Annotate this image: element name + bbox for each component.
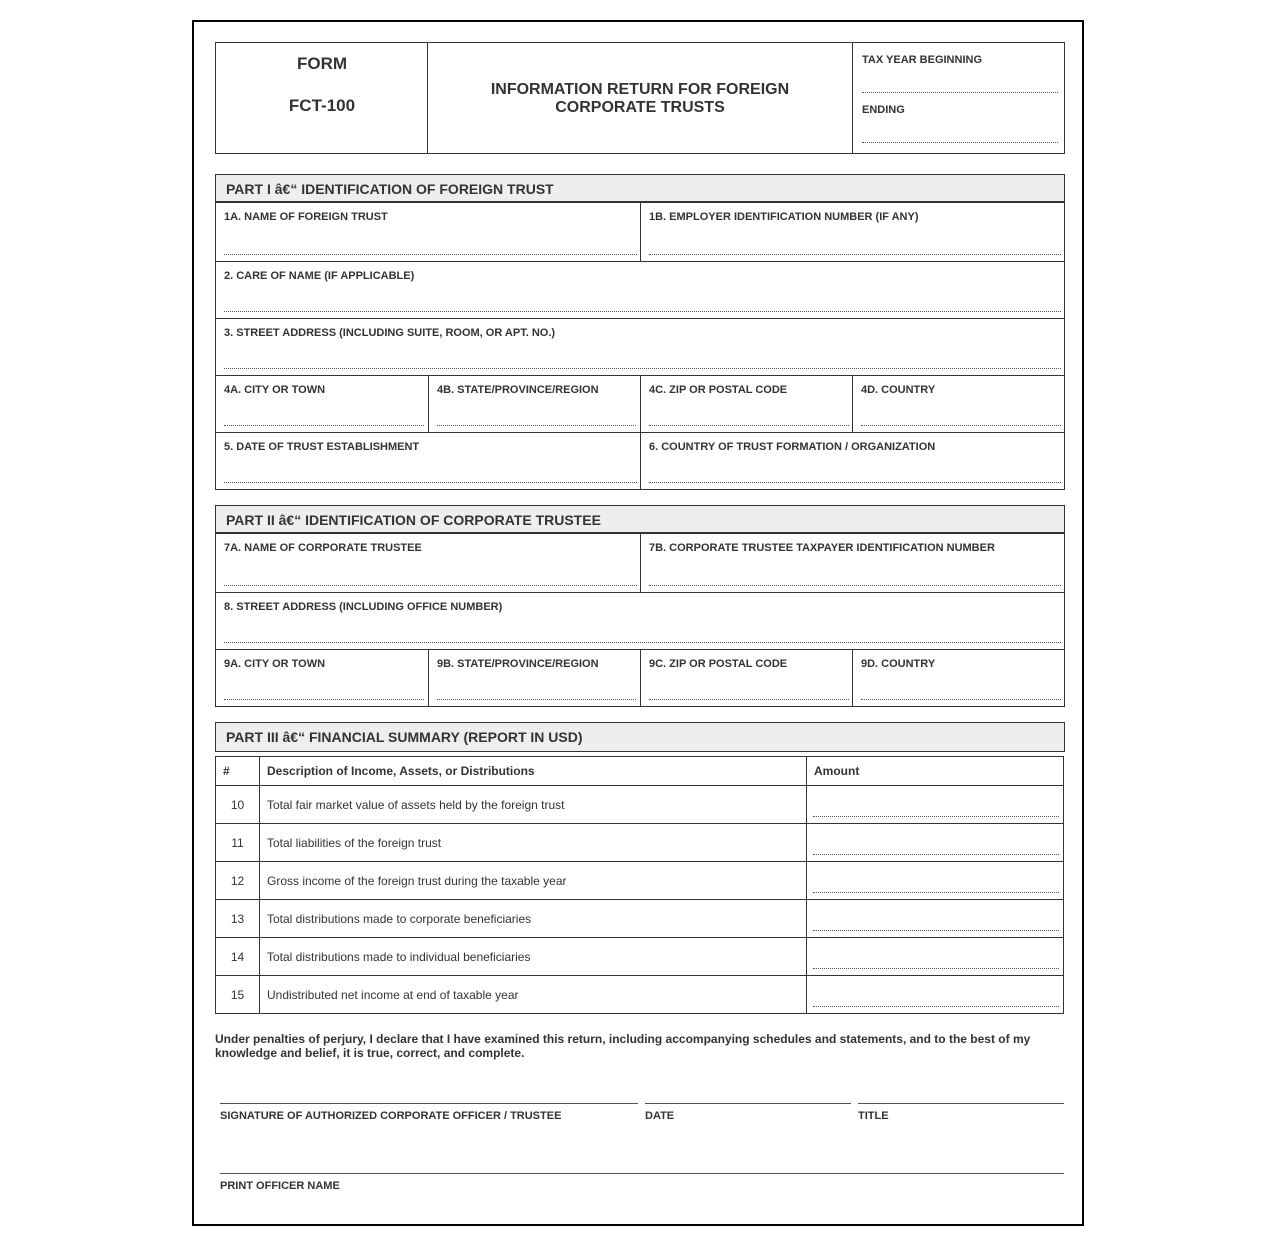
perjury-declaration: Under penalties of perjury, I declare that I have examined this return, including accompanying schedules and statements, and to the best of my knowledge and belief, it is true, correct, and complete. [215, 1032, 1031, 1060]
field-4c[interactable] [640, 375, 853, 432]
part-3-title: PART III â€“ FINANCIAL SUMMARY (REPORT IN USD) [215, 722, 1065, 752]
part-2-title: PART II â€“ IDENTIFICATION OF CORPORATE TRUSTEE [216, 506, 1064, 534]
field-6[interactable] [640, 432, 1065, 489]
field-9c[interactable] [640, 649, 853, 706]
field-1b-label: 1B. EMPLOYER IDENTIFICATION NUMBER (IF ANY) [649, 211, 919, 223]
row-description: Undistributed net income at end of taxable year [260, 976, 807, 1014]
field-9b[interactable] [428, 649, 640, 706]
field-5[interactable] [216, 432, 641, 489]
row-description: Total distributions made to individual beneficiaries [260, 938, 807, 976]
table-row [216, 938, 1064, 976]
field-9d-input[interactable] [861, 699, 1061, 700]
field-5-label: 5. DATE OF TRUST ESTABLISHMENT [224, 441, 420, 453]
tax-year-beginning-label: TAX YEAR BEGINNING [862, 54, 982, 66]
field-9a[interactable] [216, 649, 428, 706]
table-row [216, 786, 1064, 824]
field-9c-input[interactable] [649, 699, 849, 700]
field-9d[interactable] [852, 649, 1065, 706]
row-description: Total fair market value of assets held by the foreign trust [260, 786, 807, 824]
amount-input[interactable] [813, 854, 1059, 855]
amount-cell[interactable] [807, 786, 1064, 824]
field-1b[interactable] [640, 203, 1065, 261]
field-4c-label: 4C. ZIP OR POSTAL CODE [649, 384, 788, 396]
field-4d[interactable] [852, 375, 1065, 432]
field-4b-input[interactable] [437, 425, 636, 426]
form-title-line2: CORPORATE TRUSTS [555, 99, 725, 116]
field-1a-input[interactable] [224, 254, 637, 255]
field-1a-label: 1A. NAME OF FOREIGN TRUST [224, 211, 388, 223]
part-1-title: PART I â€“ IDENTIFICATION OF FOREIGN TRUST [216, 175, 1064, 203]
field-1a[interactable] [216, 203, 641, 261]
amount-input[interactable] [813, 968, 1059, 969]
part-2-section [215, 505, 1065, 707]
field-2-input[interactable] [224, 311, 1061, 312]
row-description: Total liabilities of the foreign trust [260, 824, 807, 862]
field-7a-label: 7A. NAME OF CORPORATE TRUSTEE [224, 542, 422, 554]
title-label: TITLE [858, 1110, 889, 1122]
field-9a-input[interactable] [224, 699, 424, 700]
field-4a-input[interactable] [224, 425, 424, 426]
row-description: Gross income of the foreign trust during the taxable year [260, 862, 807, 900]
amount-input[interactable] [813, 816, 1059, 817]
field-4d-input[interactable] [861, 425, 1061, 426]
amount-cell[interactable] [807, 900, 1064, 938]
field-8-input[interactable] [224, 642, 1061, 643]
field-9c-label: 9C. ZIP OR POSTAL CODE [649, 658, 788, 670]
form-title [428, 81, 852, 117]
field-7a-input[interactable] [224, 585, 637, 586]
amount-cell[interactable] [807, 938, 1064, 976]
part-1-section [215, 174, 1065, 490]
amount-input[interactable] [813, 930, 1059, 931]
field-3-label: 3. STREET ADDRESS (INCLUDING SUITE, ROOM, OR APT. NO.) [224, 327, 556, 339]
field-4c-input[interactable] [649, 425, 849, 426]
field-7b[interactable] [640, 534, 1065, 592]
field-1b-input[interactable] [649, 254, 1061, 255]
tax-year-ending-field[interactable] [862, 142, 1058, 143]
tax-year-ending-label: ENDING [862, 104, 905, 116]
field-4b[interactable] [428, 375, 640, 432]
row-description: Total distributions made to corporate beneficiaries [260, 900, 807, 938]
field-6-label: 6. COUNTRY OF TRUST FORMATION / ORGANIZATION [649, 441, 936, 453]
date-label: DATE [645, 1110, 675, 1122]
field-3[interactable] [216, 318, 1065, 375]
part-3-section [215, 722, 1065, 1004]
form-page [192, 20, 1084, 1226]
row-number: 15 [216, 976, 260, 1014]
financial-summary-table [215, 756, 1064, 1014]
form-number-box [215, 42, 428, 154]
field-7a[interactable] [216, 534, 641, 592]
table-row [216, 976, 1064, 1014]
amount-input[interactable] [813, 1006, 1059, 1007]
signature-label: SIGNATURE OF AUTHORIZED CORPORATE OFFICER / TRUSTEE [220, 1110, 562, 1122]
field-6-input[interactable] [649, 482, 1061, 483]
form-title-box [427, 42, 853, 154]
print-name-label: PRINT OFFICER NAME [220, 1180, 340, 1192]
table-row [216, 862, 1064, 900]
field-2-label: 2. CARE OF NAME (IF APPLICABLE) [224, 270, 415, 282]
field-4b-label: 4B. STATE/PROVINCE/REGION [437, 384, 599, 396]
field-9d-label: 9D. COUNTRY [861, 658, 936, 670]
field-8[interactable] [216, 592, 1065, 649]
table-row [216, 900, 1064, 938]
form-word: FORM [296, 54, 348, 73]
field-4d-label: 4D. COUNTRY [861, 384, 936, 396]
row-number: 11 [216, 824, 260, 862]
amount-cell[interactable] [807, 976, 1064, 1014]
form-number: FCT-100 [288, 96, 356, 115]
row-number: 13 [216, 900, 260, 938]
table-header-row [216, 757, 1064, 786]
field-5-input[interactable] [224, 482, 637, 483]
field-7b-label: 7B. CORPORATE TRUSTEE TAXPAYER IDENTIFICATION NUMBER [649, 542, 995, 554]
field-7b-input[interactable] [649, 585, 1061, 586]
field-3-input[interactable] [224, 368, 1061, 369]
row-number: 12 [216, 862, 260, 900]
tax-year-beginning-field[interactable] [862, 92, 1058, 93]
amount-cell[interactable] [807, 862, 1064, 900]
col-header-description: Description of Income, Assets, or Distributions [260, 757, 807, 786]
tax-year-box [852, 42, 1065, 154]
title-field[interactable] [858, 1103, 1064, 1104]
field-9a-label: 9A. CITY OR TOWN [224, 658, 326, 670]
field-9b-input[interactable] [437, 699, 636, 700]
table-row [216, 824, 1064, 862]
print-name-field[interactable] [220, 1173, 1064, 1174]
signature-field[interactable] [220, 1103, 638, 1104]
form-title-line1: INFORMATION RETURN FOR FOREIGN [490, 81, 790, 98]
date-field[interactable] [645, 1103, 851, 1104]
field-4a[interactable] [216, 375, 428, 432]
col-header-number: # [216, 757, 260, 786]
amount-cell[interactable] [807, 824, 1064, 862]
field-2[interactable] [216, 261, 1065, 318]
row-number: 10 [216, 786, 260, 824]
row-number: 14 [216, 938, 260, 976]
col-header-amount: Amount [807, 757, 1064, 786]
field-4a-label: 4A. CITY OR TOWN [224, 384, 326, 396]
amount-input[interactable] [813, 892, 1059, 893]
field-9b-label: 9B. STATE/PROVINCE/REGION [437, 658, 599, 670]
field-8-label: 8. STREET ADDRESS (INCLUDING OFFICE NUMBER) [224, 601, 503, 613]
